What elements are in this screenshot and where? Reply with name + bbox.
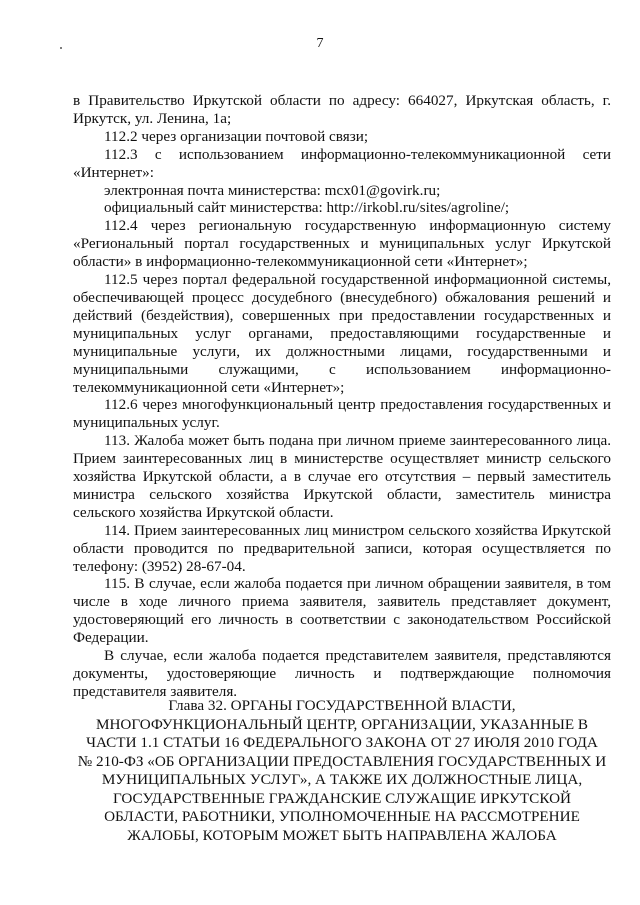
paragraph-112-3: 112.3 с использованием информационно-телекоммуникационной сети «Интернет»:	[73, 145, 611, 181]
paragraph-112-2: 112.2 через организации почтовой связи;	[104, 127, 369, 145]
heading-line: ГОСУДАРСТВЕННЫЕ ГРАЖДАНСКИЕ СЛУЖАЩИЕ ИРКУТСКОЙ	[112, 789, 572, 807]
paragraph-115: 115. В случае, если жалоба подается при личном обращении заявителя, в том числе в ходе личного приема заявителя, заявитель представляет документ, удостоверяющий его личность в соответствии с законодательством Российской Федерации.	[73, 575, 611, 647]
heading-line: Глава 32. ОРГАНЫ ГОСУДАРСТВЕННОЙ ВЛАСТИ,	[168, 697, 516, 714]
page-number: 7	[316, 36, 324, 51]
paragraph-114: 114. Прием заинтересованных лиц министром сельского хозяйства Иркутской области проводится по предварительной записи, которая осуществляется по телефону: (3952) 28-67-04.	[73, 521, 611, 575]
paragraph-address: в Правительство Иркутской области по адресу: 664027, Иркутская область, г. Иркутск, ул. Ленина, 1а;	[73, 92, 611, 127]
heading-line: ОБЛАСТИ, РАБОТНИКИ, УПОЛНОМОЧЕННЫЕ НА РАССМОТРЕНИЕ	[104, 808, 580, 825]
heading-line: № 210-ФЗ «ОБ ОРГАНИЗАЦИИ ПРЕДОСТАВЛЕНИЯ ГОСУДАРСТВЕННЫХ И	[77, 752, 607, 770]
heading-line: ЧАСТИ 1.1 СТАТЬИ 16 ФЕДЕРАЛЬНОГО ЗАКОНА ОТ 27 ИЮЛЯ 2010 ГОДА	[86, 734, 598, 751]
paragraph-112-4: 112.4 через региональную государственную информационную систему «Региональный портал государственных и муниципальных услуг Иркутской области» в информационно-телекоммуникационной сети «Интернет»;	[73, 217, 611, 271]
heading-line: МУНИЦИПАЛЬНЫХ УСЛУГ», А ТАКЖЕ ИХ ДОЛЖНОСТНЫЕ ЛИЦА,	[101, 771, 583, 788]
paragraph-112-6: 112.6 через многофункциональный центр предоставления государственных и муниципальных услуг.	[73, 396, 611, 432]
paragraph-email: электронная почта министерства: mcx01@govirk.ru;	[104, 181, 441, 199]
scan-speck	[60, 47, 62, 49]
heading-line: ЖАЛОБЫ, КОТОРЫМ МОЖЕТ БЫТЬ НАПРАВЛЕНА ЖАЛОБА	[127, 826, 557, 844]
paragraph-representative: В случае, если жалоба подается представителем заявителя, представляются документы, удостоверяющие личность и подтверждающие полномочия представителя заявителя.	[73, 647, 611, 700]
paragraph-website: официальный сайт министерства: http://irkobl.ru/sites/agroline/;	[104, 199, 510, 217]
chapter-heading	[73, 697, 611, 845]
paragraph-113: 113. Жалоба может быть подана при личном приеме заинтересованного лица. Прием заинтересованных лиц в министерстве осуществляет министр сельского хозяйства Иркутской области, а в случае его отсутствия – первый заместитель министра сельского хозяйства Иркутской области, заместитель министра сельского хозяйства Иркутской области.	[73, 432, 611, 521]
heading-line: МНОГОФУНКЦИОНАЛЬНЫЙ ЦЕНТР, ОРГАНИЗАЦИИ, УКАЗАННЫЕ В	[95, 715, 589, 733]
paragraph-112-5: 112.5 через портал федеральной государственной информационной системы, обеспечивающей процесс досудебного (внесудебного) обжалования решений и действий (бездействия), совершенных при предоставлении государственных и муниципальных услуг органами, предоставляющими государственные и муниципальные услуги, их должностными лицами, государственными и муниципальными служащими, с использованием информационно-телекоммуникационной сети «Интернет»;	[73, 271, 611, 396]
body-text	[73, 92, 611, 701]
